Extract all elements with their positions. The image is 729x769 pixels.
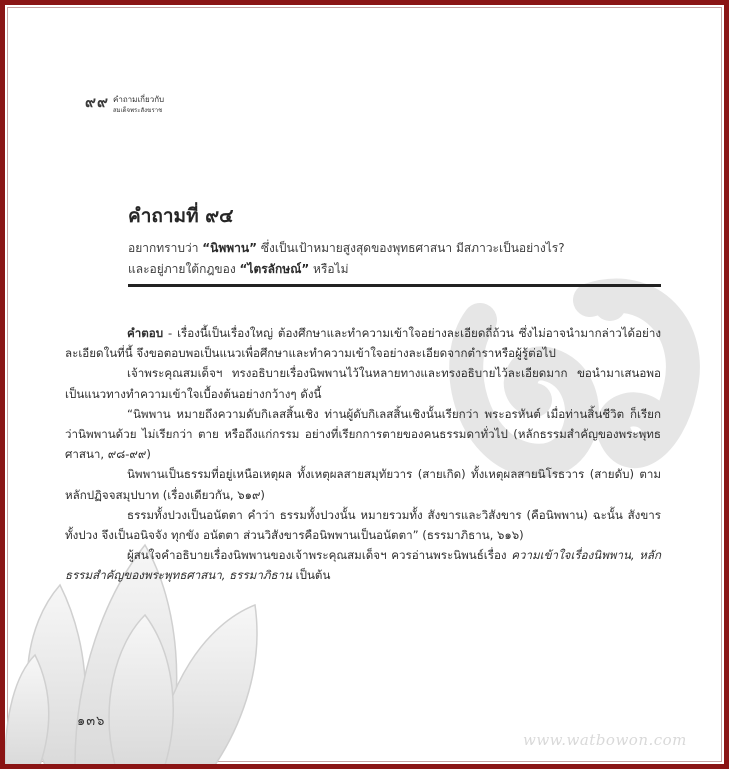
question-text xyxy=(128,238,673,280)
question-term-tilakkhana: “ไตรลักษณ์” xyxy=(239,262,310,276)
header-line-1: คำถามเกี่ยวกับ xyxy=(112,95,165,104)
question-line2-post: หรือไม่ xyxy=(309,262,349,276)
answer-p1-text: - เรื่องนี้เป็นเรื่องใหญ่ ต้องศึกษาและทำความเข้าใจอย่างละเอียดถี่ถ้วน ซึ่งไม่อาจนำมากล่าวได้อย่างละเอียดในที่นี้ จึงขอตอบพอเป็นแนวเพื่อศึกษาและทำความเข้าใจอย่างละเอียดจากตำราหรือผู้รู้ต่อไป xyxy=(65,326,661,361)
answer-p6-titles: ความเข้าใจเรื่องนิพพาน, หลักธรรมสำคัญของพระพุทธศาสนา, ธรรมาภิธาน xyxy=(65,548,661,583)
header-caption xyxy=(113,95,164,115)
question-line2-pre: และอยู่ภายใต้กฎของ xyxy=(128,262,240,276)
header-line-2: สมเด็จพระสังฆราช xyxy=(112,107,163,114)
question-line1-post: ซึ่งเป็นเป้าหมายสูงสุดของพุทธศาสนา มีสภาวะเป็นอย่างไร? xyxy=(257,241,565,255)
answer-p6-post: เป็นต้น xyxy=(292,568,331,583)
answer-label: คำตอบ xyxy=(127,326,164,340)
title-rule xyxy=(128,284,661,287)
answer-paragraph-3: “นิพพาน หมายถึงความดับกิเลสสิ้นเชิง ท่านผู้ดับกิเลสสิ้นเชิงนั้นเรียกว่า พระอรหันต์ เมื่อท่านสิ้นชีวิต ก็เรียกว่านิพพานด้วย ไม่เรียกว่า ตาย หรือถึงแก่กรรม อย่างที่เรียกการตายของคนธรรมดาทั่วไป (หลักธรรมสำคัญของพระพุทธศาสนา, ๙๘-๙๙) xyxy=(65,406,661,462)
answer-paragraph-6 xyxy=(65,545,661,585)
question-term-nibbana: “นิพพาน” xyxy=(202,241,257,255)
header-page-mark: ๙๙ xyxy=(85,93,109,111)
answer-paragraph-2: เจ้าพระคุณสมเด็จฯ ทรงอธิบายเรื่องนิพพานไว้ในหลายทางและทรงอธิบายไว้ละเอียดมาก ขอนำมาเสนอพอเป็นแนวทางทำความเข้าใจเบื้องต้นอย่างกว้างๆ ดังนี้ xyxy=(65,366,661,401)
answer-paragraph-1 xyxy=(65,323,661,363)
answer-paragraph-4: นิพพานเป็นธรรมที่อยู่เหนือเหตุผล ทั้งเหตุผลสายสมุทัยวาร (สายเกิด) ทั้งเหตุผลสายนิโรธวาร (สายดับ) ตามหลักปฏิจจสมุปบาท (เรื่องเดียวกัน, ๖๑๙) xyxy=(65,467,661,502)
answer-paragraph-5: ธรรมทั้งปวงเป็นอนัตตา คำว่า ธรรมทั้งปวงนั้น หมายรวมทั้ง สังขารและวิสังขาร (คือนิพพาน) ฉะนั้น สังขารทั้งปวง จึงเป็นอนิจจัง ทุกขัง อนัตตา ส่วนวิสังขารคือนิพพานเป็นอนัตตา” (ธรรมาภิธาน, ๖๑๖) xyxy=(65,507,661,543)
question-line1-pre: อยากทราบว่า xyxy=(128,241,203,255)
url-watermark: www.watbowon.com xyxy=(523,731,687,749)
answer-body xyxy=(65,323,661,586)
question-title: คำถามที่ ๙๔ xyxy=(128,205,234,227)
page-number: ๑๓๖ xyxy=(77,714,106,729)
running-header xyxy=(85,93,164,115)
answer-p6-pre: ผู้สนใจคำอธิบายเรื่องนิพพานของเจ้าพระคุณสมเด็จฯ ควรอ่านพระนิพนธ์เรื่อง xyxy=(127,548,512,563)
